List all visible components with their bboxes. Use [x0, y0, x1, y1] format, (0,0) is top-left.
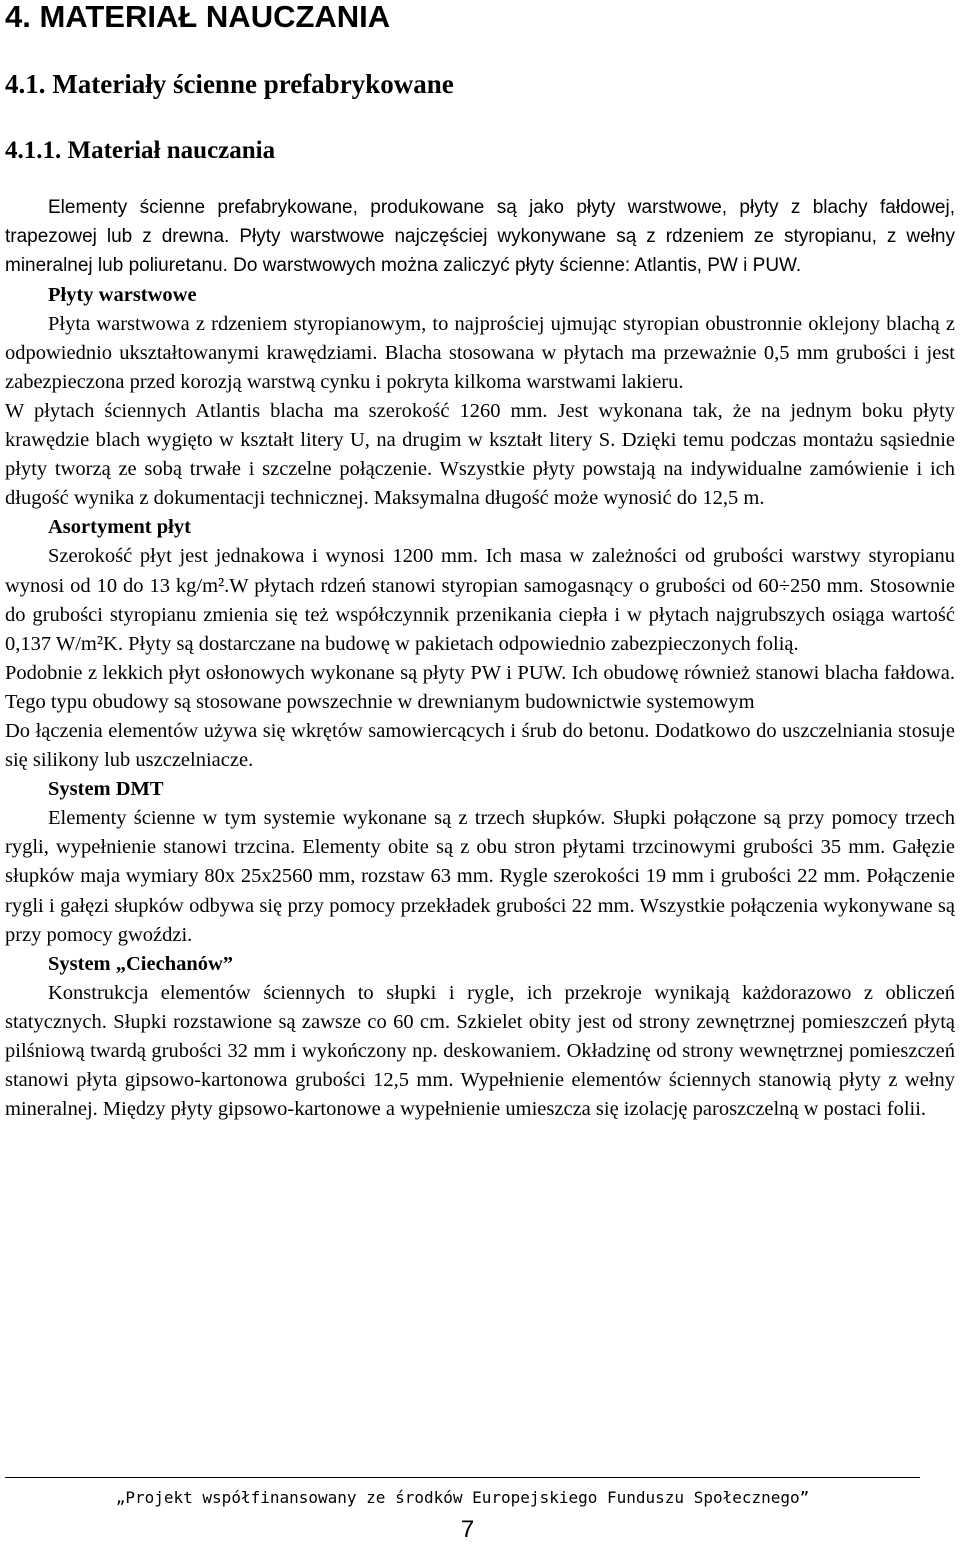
heading-asortyment-plyt: Asortyment płyt [48, 516, 191, 539]
subsection-title: 4.1.1. Materiał nauczania [5, 137, 276, 164]
heading-plyty-warstwowe: Płyty warstwowe [48, 283, 197, 306]
main-text [5, 281, 955, 1125]
content-body [5, 193, 955, 1124]
paragraph: Do łączenia elementów używa się wkrętów samowiercących i śrub do betonu. Dodatkowo do uszczelniania stosuje się silikony lub uszczelniacze. [5, 720, 955, 772]
paragraph: Podobnie z lekkich płyt osłonowych wykonane są płyty PW i PUW. Ich obudowę również stanowi blacha fałdowa. Tego typu obudowy są stosowane powszechnie w drewnianym budownictwie systemowym [5, 661, 955, 713]
intro-paragraph: Elementy ścienne prefabrykowane, produkowane są jako płyty warstwowe, płyty z blachy fałdowej, trapezowej lub z drewna. Płyty warstwowe najczęściej wykonywane są z rdzeniem ze styropianu, z wełny mineralnej lub poliuretanu. Do warstwowych można zaliczyć płyty ścienne: Atlantis, PW i PUW. [5, 197, 955, 277]
paragraph: Elementy ścienne w tym systemie wykonane są z trzech słupków. Słupki połączone są przy pomocy trzech rygli, wypełnienie stanowi trzcina. Elementy obite są z obu stron płytami trzcinowymi grubości 35 mm. Gałęzie słupków maja wymiary 80x 25x2560 mm, rozstaw 63 mm. Rygle szerokości 19 mm i grubości 22 mm. Połączenie rygli i gałęzi słupków odbywa się przy pomocy przekładek grubości 22 mm. Wszystkie połączenia wykonywane są przy pomocy gwoździ. [5, 807, 955, 946]
paragraph: W płytach ściennych Atlantis blacha ma szerokość 1260 mm. Jest wykonana tak, że na jednym boku płyty krawędzie blach wygięto w kształt litery U, na drugim w kształt litery S. Dzięki temu podczas montażu sąsiednie płyty tworzą ze sobą trwałe i szczelne połączenie. Wszystkie płyty powstają na indywidualne zamówienie i ich długość wynika z dokumentacji technicznej. Maksymalna długość może wynosić do 12,5 m. [5, 399, 955, 510]
chapter-title: 4. MATERIAŁ NAUCZANIA [5, 0, 391, 34]
page-number: 7 [460, 1516, 475, 1543]
paragraph: Szerokość płyt jest jednakowa i wynosi 1200 mm. Ich masa w zależności od grubości warstwy styropianu wynosi od 10 do 13 kg/m².W płytach rdzeń stanowi styropian samogasnący o grubości od 60÷250 mm. Stosownie do grubości styropianu zmienia się też współczynnik przenikania ciepła i w płytach najgrubszych osiąga wartość 0,137 W/m²K. Płyty są dostarczane na budowę w pakietach odpowiednio zabezpieczonych folią. [5, 545, 955, 655]
footer-rule [5, 1477, 920, 1478]
paragraph: Konstrukcja elementów ściennych to słupki i rygle, ich przekroje wynikają każdorazowo z obliczeń statycznych. Słupki rozstawione są zawsze co 60 cm. Szkielet obity jest od strony zewnętrznej pomieszczeń płytą pilśniową twardą grubości 32 mm i wykończony np. deskowaniem. Okładzinę od strony wewnętrznej pomieszczeń stanowi płyta gipsowo-kartonowa grubości 12,5 mm. Wypełnienie elementów ściennych stanowią płyty z wełny mineralnej. Między płyty gipsowo-kartonowe a wypełnienie umieszcza się izolację paroszczelną w postaci folii. [5, 981, 955, 1121]
funding-note: „Projekt współfinansowany ze środków Europejskiego Funduszu Społecznego” [115, 1488, 810, 1507]
paragraph: Płyta warstwowa z rdzeniem styropianowym, to najprościej ujmując styropian obustronnie oklejony blachą z odpowiednio ukształtowanymi krawędziami. Blacha stosowana w płytach ma przeważnie 0,5 mm grubości i jest zabezpieczona przed korozją warstwą cynku i pokryta kilkoma warstwami lakieru. [5, 312, 955, 393]
heading-system-dmt: System DMT [48, 778, 164, 801]
heading-system-ciechanow: System „Ciechanów” [48, 952, 234, 975]
section-title: 4.1. Materiały ścienne prefabrykowane [5, 69, 454, 99]
